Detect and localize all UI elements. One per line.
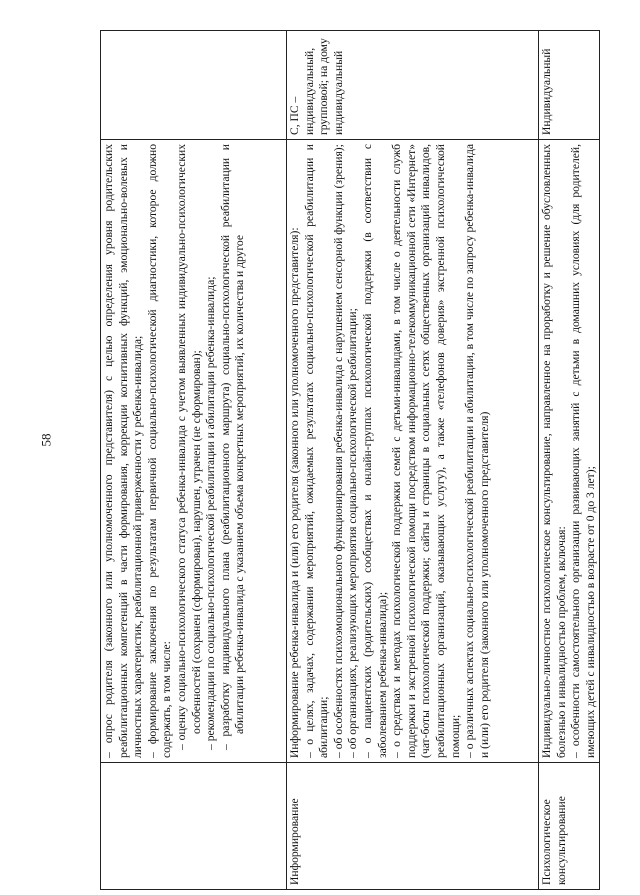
content-line: Информирование ребенка-инвалида и (или) его родителя (законного или уполномоченного представителя): [288,227,301,758]
page-number: 58 [38,433,54,447]
content-line: – особенности самостоятельного организации развивающих занятий с детьми в домашних условиях (для родителей, имеющих детей с инвалидностью в возрасте от 0 до 3 лет); [569,144,597,758]
table-row [101,31,287,890]
table-row [539,31,600,890]
content-line: – оценку социально-психологического статуса ребенка-инвалида с учетом выявленных индивидуально-психологических особенностей (сохранен (сформирован), нарушен, утрачен (не сформирован); [174,144,203,750]
category-cell: Информирование [287,763,539,890]
content-line: – формирование заключения по результатам первичной социально-психологической диагностики, которое должно содержать, в том числе: [145,144,174,758]
form-cell: Индивидуальный [539,31,600,140]
content-line: – о целях, задачах, содержании мероприятий, ожидаемых результатах социально-психологической реабилитации и абилитации; [302,144,331,758]
table-row [287,31,539,890]
content-line: – о пациентских (родительских) сообществах и онлайн-группах психологической поддержки (в соответствии с заболеванием ребенка-инвалида); [360,144,389,758]
content-line: – о различных аспектах социально-психологической реабилитации и абилитации, в том числе по запросу ребенка-инвалида и (или) его родителя (законного или уполномоченного представителя) [463,144,491,758]
content-cell [287,140,539,763]
content-line: – рекомендации по социально-психологической реабилитации и абилитации ребенка-инвалида; [204,276,218,750]
content-line: – опрос родителя (законного или уполномоченного представителя) с целью определения уровня родительских реабилитационных компетенций в части формирования, коррекции когнитивных функций, эмоционально-волевых и личностных характеристик, реабилитационной приверженности у ребенка-инвалида; [102,144,145,758]
content-cell [101,140,287,763]
content-line: – о средствах и методах психологической поддержки семей с детьми-инвалидами, в том числе о деятельности служб поддержки и экстренной психологической помощи посредством информационно-телекоммуникационной сети «Интернет» (чат-боты психологической поддержки; сайты и страницы в социальных сетях общественных организаций инвалидов, реабилитационных организаций, оказывающих услугу), а также «телефонов доверия» экстренной психологической помощи; [390,144,462,758]
content-cell [539,140,600,763]
form-cell: С, ПС – индивидуальный, групповой; на дому индивидуальный [287,31,539,140]
content-line: – разработку индивидуального плана (реабилитационного маршрута) социально-психологической реабилитации и абилитации ребенка-инвалида с указанием объема конкретных мероприятий, их количества и другое [218,144,247,750]
rehabilitation-table [100,30,600,890]
category-cell [101,763,287,890]
category-cell: Психологическое консультирование [539,763,600,890]
content-line: – об особенностях психоэмоционального функционирования ребенка-инвалида с нарушением сенсорной функции (зрения); [331,144,345,758]
content-line: Индивидуально-личностное психологическое консультирование, направленное на проработку и решение обусловленных болезнью и инвалидностью проблем, включая: [540,144,568,758]
form-cell [101,31,287,140]
content-line: – об организациях, реализующих мероприятия социально-психологической реабилитации; [346,308,360,758]
rotated-table-wrapper [100,30,597,890]
